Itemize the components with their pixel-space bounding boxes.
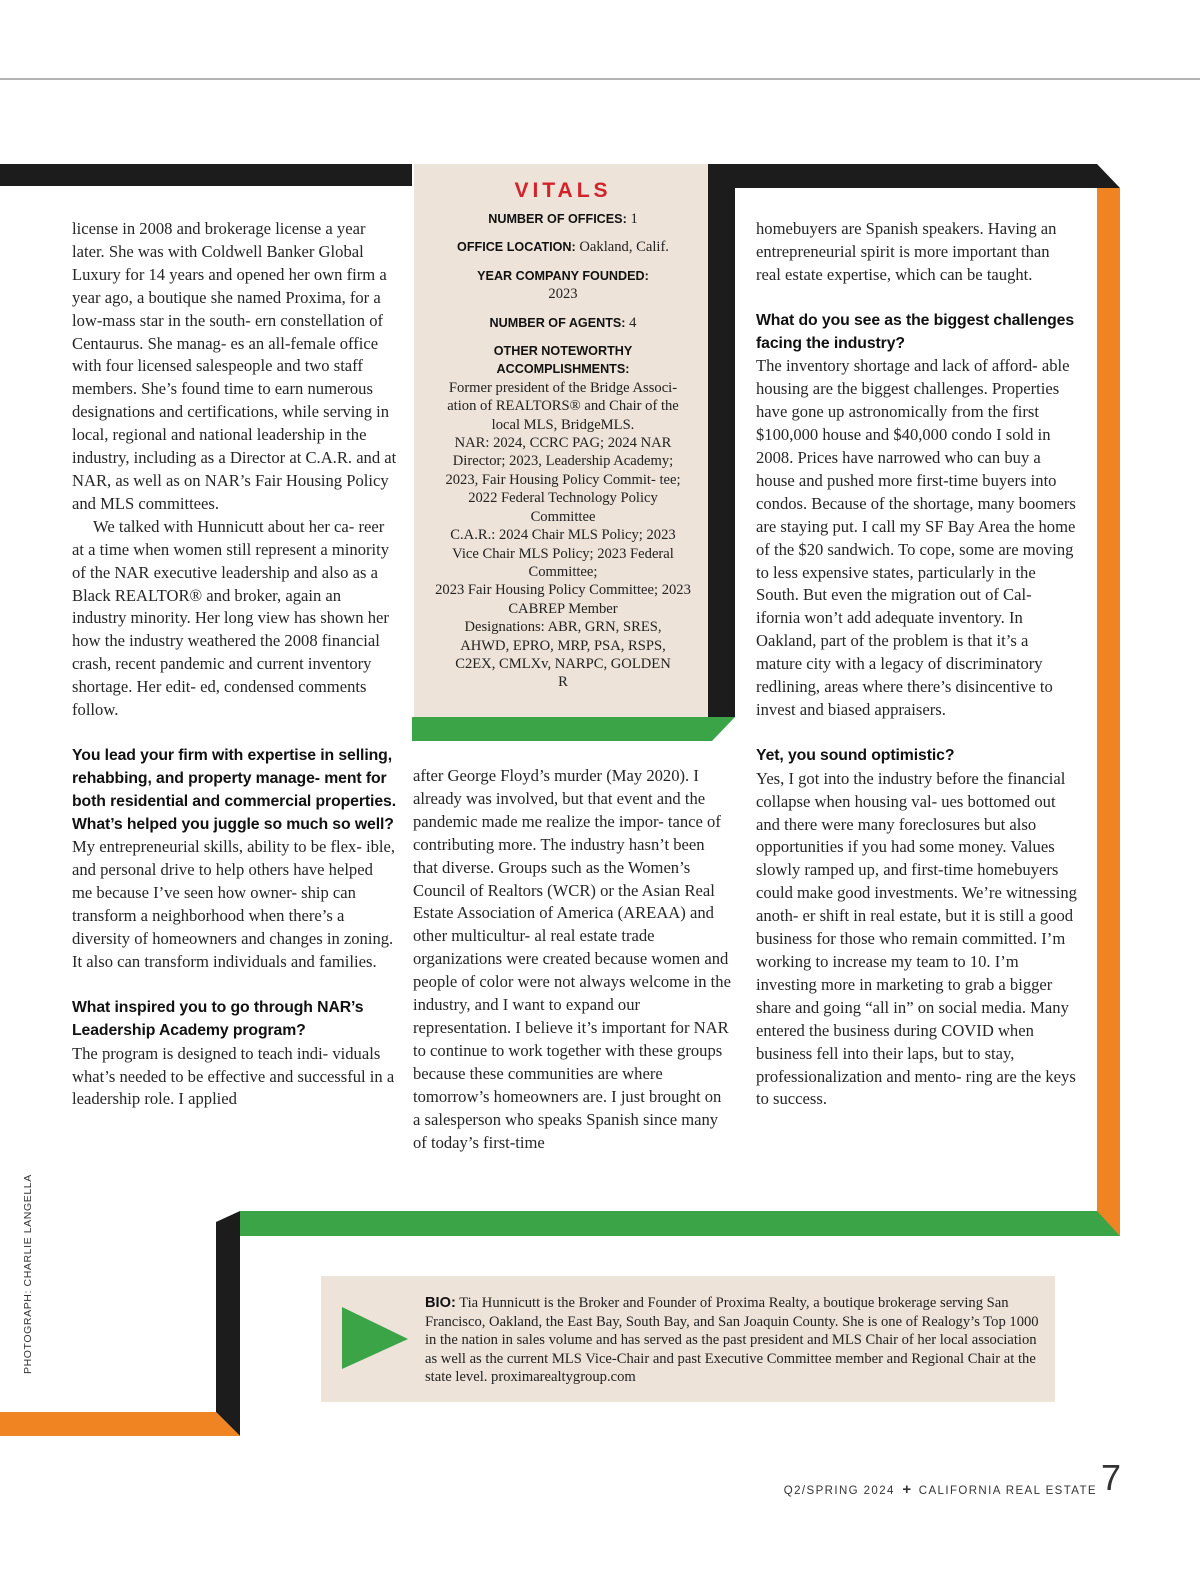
vitals-founded (414, 267, 712, 304)
frame-bar-bottom-left-vertical (216, 1211, 240, 1436)
footer-issue: Q2/SPRING 2024 (783, 1485, 895, 1497)
answer-2: The program is designed to teach indi- viduals what’s needed to be effective and successful in a leadership role. I applied (72, 1043, 395, 1109)
right-column (756, 218, 1078, 1111)
founded-value: 2023 (548, 286, 578, 303)
vitals-panel (414, 176, 712, 692)
bio-body: Tia Hunnicutt is the Broker and Founder of Proxima Realty, a boutique brokerage serving San Francisco, Oakland, the East Bay, South Bay, and San Joaquin County. She is one of Realogy’s Top 1000 in the nation in sales volume and has served as the past president and MLS Chair of her local association as well as the current MLS Vice-Chair and past Executive Committee member and Regional Chair at the state level. proximarealtygroup.com (425, 1295, 1039, 1386)
left-column (72, 218, 397, 1111)
page-number: 7 (1101, 1457, 1122, 1498)
agents-label: NUMBER OF AGENTS: (489, 315, 626, 330)
intro-paragraph-1: license in 2008 and brokerage license a year later. She was with Coldwell Banker Global Luxury for 14 years and opened her own firm a year ago, a boutique she named Proxima, for a low-mass star in the south- ern constellation of Centaurus. She manag- es an all-female office with four licensed salespeople and two staff members. She’s found time to earn numerous designations and certifications, while serving in local, regional and national leadership in the industry, including as a Director at C.A.R. and at NAR, as well as on NAR’s Fair Housing Policy and MLS committees. (72, 219, 397, 513)
accomplishments-3: C.A.R.: 2024 Chair MLS Policy; 2023 Vice Chair MLS Policy; 2023 Federal Committee; (450, 527, 676, 580)
bio-text (425, 1294, 1041, 1387)
answer-3: The inventory shortage and lack of afford- able housing are the biggest challenges. Properties have gone up astronomically from the first $100,000 house and $40,000 condo I sold in 2008. Prices have narrowed who can buy a house and pushed more first-time buyers into condos. Because of the shortage, many boomers are staying put. I call my SF Bay Area the home of the $20 sandwich. To cope, some are moving to less expensive states, particularly in the South. But even the migration out of Cal- ifornia won’t add adequate inventory. In Oakland, part of the problem is that it’s a mature city with a legacy of discriminatory redlining, areas where there’s disincentive to invest and biased appraisers. (756, 356, 1076, 720)
agents-value: 4 (629, 314, 637, 331)
accomplishments-5: Designations: ABR, GRN, SRES, AHWD, EPRO, MRP, PSA, RSPS, C2EX, CMLXv, NARPC, GOLDEN R (455, 619, 671, 691)
photo-credit: PHOTOGRAPH: CHARLIE LANGELLA (22, 1174, 34, 1374)
question-2: What inspired you to go through NAR’s Leadership Academy program? (72, 998, 364, 1039)
location-label: OFFICE LOCATION: (457, 240, 576, 255)
answer-4: Yes, I got into the industry before the financial collapse when housing val- ues bottomed out and there were many foreclosures but also opportunities if you had some money. Values slowly ramped up, and first-time homebuyers could make good investments. We’re witnessing anoth- er shift in real estate, but it is still a good business for those who remain committed. I’m working to increase my team to 10. I’m investing more in marketing to grab a bigger share and going “all in” on social media. Many entered the business during COVID when business fell into their laps, but to stay, professionalization and mento- ring are the keys to success. (756, 768, 1077, 1109)
answer-2-end: homebuyers are Spanish speakers. Having an entrepreneurial spirit is more important than real estate expertise, which can be taught. (756, 219, 1057, 284)
frame-bar-top-left (0, 164, 412, 186)
offices-label: NUMBER OF OFFICES: (488, 212, 627, 226)
offices-value: 1 (630, 211, 638, 227)
vitals-location (414, 238, 712, 256)
bio-label: BIO: (425, 1295, 456, 1311)
frame-bar-vitals-right (708, 164, 735, 717)
footer-publication: CALIFORNIA REAL ESTATE (918, 1485, 1097, 1497)
frame-bar-top-right (735, 164, 1120, 188)
accomplishments-label: OTHER NOTEWORTHY ACCOMPLISHMENTS: (493, 344, 633, 377)
accomplishments-2: NAR: 2024, CCRC PAG; 2024 NAR Director; 2023, Leadership Academy; 2023, Fair Housing Policy Commit- tee; 2022 Federal Technology Policy Committee (445, 435, 681, 525)
location-value: Oakland, Calif. (579, 239, 669, 256)
frame-bar-bottom (240, 1211, 1120, 1236)
play-arrow-icon (342, 1307, 410, 1371)
answer-2-continued: after George Floyd’s murder (May 2020). I already was involved, but that event and the pandemic made me realize the impor- tance of contributing more. The industry hasn’t been that diverse. Groups such as the Women’s Council of Realtors (WCR) or the Asian Real Estate Association of America (AREAA) and other multicultur- al real estate trade organizations were created because women and people of color were not always welcome in the industry, and I want to expand our representation. I believe it’s important for NAR to continue to work together with these groups because these communities are where tomorrow’s homeowners are. I just brought on a salesperson who speaks Spanish since many of today’s first-time (413, 766, 731, 1152)
page-footer (784, 1481, 1097, 1498)
vitals-accomplishments (414, 342, 712, 692)
accomplishments-1: Former president of the Bridge Associ- ation of REALTORS® and Chair of the local MLS, BridgeMLS. (447, 379, 679, 433)
founded-label: YEAR COMPANY FOUNDED: (477, 268, 649, 283)
question-3: What do you see as the biggest challenges facing the industry? (756, 311, 1075, 352)
frame-bar-vitals-bottom (412, 717, 735, 741)
accomplishments-4: 2023 Fair Housing Policy Committee; 2023 CABREP Member (435, 582, 691, 617)
middle-column (413, 765, 731, 1154)
question-1: You lead your firm with expertise in selling, rehabbing, and property manage- ment for both residential and commercial properties. What’s helped you juggle so much so well? (72, 746, 397, 833)
footer-separator: + (902, 1481, 912, 1498)
vitals-offices (414, 210, 712, 228)
frame-bar-bottom-left (0, 1412, 240, 1436)
vitals-title: VITALS (514, 179, 612, 202)
vitals-agents (414, 314, 712, 332)
intro-paragraph-2: We talked with Hunnicutt about her ca- reer at a time when women still represent a minority of the NAR executive leadership and also as a Black REALTOR® and broker, again an industry minority. Her long view has shown her how the industry weathered the 2008 financial crash, recent pandemic and current inventory shortage. Her edit- ed, condensed comments follow. (72, 516, 390, 720)
frame-bar-right (1097, 188, 1120, 1236)
question-4: Yet, you sound optimistic? (756, 746, 955, 764)
answer-1: My entrepreneurial skills, ability to be flex- ible, and personal drive to help others have helped me because I’ve seen how owner- ship can transform a neighborhood when there’s a diversity of homeowners and changes in zoning. It also can transform individuals and families. (72, 837, 396, 971)
